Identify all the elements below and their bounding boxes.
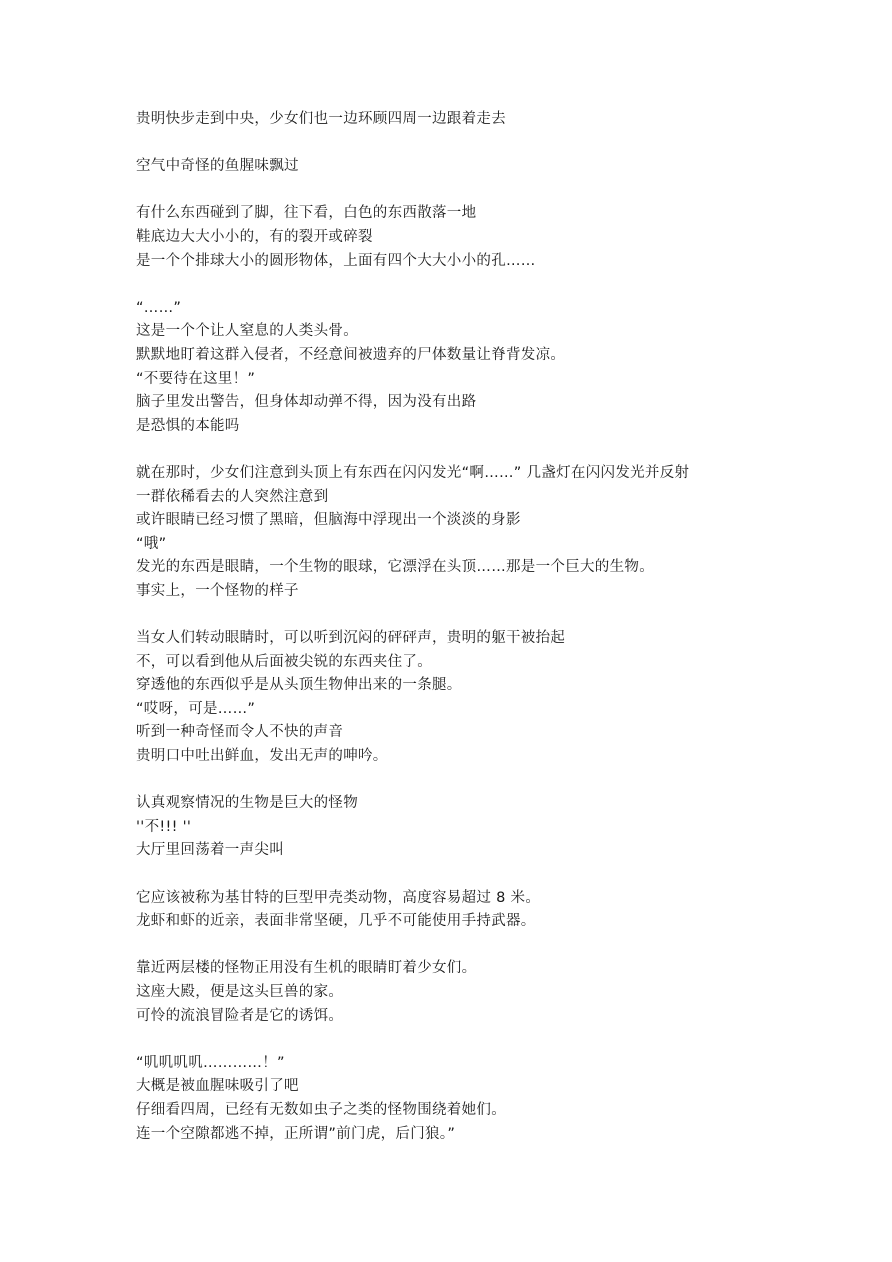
text-line: 可怜的流浪冒险者是它的诱饵。 xyxy=(136,1007,344,1024)
paragraph-gap xyxy=(136,273,836,297)
text-line: 不，可以看到他从后面被尖锐的东西夹住了。 xyxy=(136,653,432,670)
text-line: 当女人们转动眼睛时，可以听到沉闷的砰砰声，贵明的躯干被抬起 xyxy=(136,630,566,647)
paragraph-gap xyxy=(136,179,836,203)
text-line: 它应该被称为基甘特的巨型甲壳类动物，高度容易超过 8 米。 xyxy=(136,889,541,906)
text-line: 脑子里发出警告，但身体却动弹不得，因为没有出路 xyxy=(136,394,477,411)
text-line: 大概是被血腥味吸引了吧 xyxy=(136,1078,299,1095)
text-line: 发光的东西是眼睛，一个生物的眼球，它漂浮在头顶……那是一个巨大的生物。 xyxy=(136,559,654,576)
paragraph-gap xyxy=(136,132,836,156)
text-line: 有什么东西碰到了脚，往下看，白色的东西散落一地 xyxy=(136,205,477,222)
text-line: 听到一种奇怪而令人不快的声音 xyxy=(136,724,344,741)
text-line: 这是一个个让人窒息的人类头骨。 xyxy=(136,323,358,340)
paragraph-gap xyxy=(136,863,836,887)
paragraph-gap xyxy=(136,934,836,958)
text-line: 大厅里回荡着一声尖叫 xyxy=(136,842,284,859)
text-line: 连一个空隙都逃不掉，正所谓”前门虎，后门狼。” xyxy=(136,1125,456,1142)
text-line: 穿透他的东西似乎是从头顶生物伸出来的一条腿。 xyxy=(136,677,462,694)
text-line: 贵明口中吐出鲜血，发出无声的呻吟。 xyxy=(136,748,388,765)
paragraph-9 xyxy=(136,957,836,1028)
paragraph-4 xyxy=(136,297,836,439)
text-line: 仔细看四周，已经有无数如虫子之类的怪物围绕着她们。 xyxy=(136,1101,506,1118)
text-line: 就在那时，少女们注意到头顶上有东西在闪闪发光“啊……” 几盏灯在闪闪发光并反射 xyxy=(136,464,690,481)
text-line: ''不!!! '' xyxy=(136,818,192,835)
text-line: “哦” xyxy=(136,535,167,552)
text-line: “叽叽叽叽…………！” xyxy=(136,1054,285,1071)
paragraph-7 xyxy=(136,792,836,863)
text-line: 认真观察情况的生物是巨大的怪物 xyxy=(136,795,358,812)
paragraph-3 xyxy=(136,202,836,273)
text-line: 一群依稀看去的人突然注意到 xyxy=(136,488,329,505)
story-text xyxy=(136,108,836,1146)
paragraph-gap xyxy=(136,603,836,627)
text-line: 或许眼睛已经习惯了黑暗，但脑海中浮现出一个淡淡的身影 xyxy=(136,512,521,529)
paragraph-6 xyxy=(136,627,836,769)
text-line: 默默地盯着这群入侵者，不经意间被遗弃的尸体数量让脊背发凉。 xyxy=(136,346,566,363)
paragraph-10 xyxy=(136,1052,836,1146)
text-line: 空气中奇怪的鱼腥味飘过 xyxy=(136,158,299,175)
paragraph-gap xyxy=(136,438,836,462)
paragraph-5 xyxy=(136,462,836,604)
paragraph-2 xyxy=(136,155,836,179)
text-line: 这座大殿，便是这头巨兽的家。 xyxy=(136,983,344,1000)
text-line: “哎呀，可是……” xyxy=(136,700,256,717)
text-line: 是恐惧的本能吗 xyxy=(136,417,240,434)
text-line: “不要待在这里！” xyxy=(136,370,256,387)
paragraph-gap xyxy=(136,1028,836,1052)
paragraph-8 xyxy=(136,887,836,934)
text-line: 靠近两层楼的怪物正用没有生机的眼睛盯着少女们。 xyxy=(136,960,477,977)
text-line: “……” xyxy=(136,299,182,316)
text-line: 贵明快步走到中央，少女们也一边环顾四周一边跟着走去 xyxy=(136,111,506,127)
paragraph-gap xyxy=(136,769,836,793)
text-line: 龙虾和虾的近亲，表面非常坚硬，几乎不可能使用手持武器。 xyxy=(136,913,536,930)
paragraph-1 xyxy=(136,108,836,132)
text-line: 事实上，一个怪物的样子 xyxy=(136,582,299,599)
text-line: 鞋底边大大小小的，有的裂开或碎裂 xyxy=(136,228,373,245)
text-line: 是一个个排球大小的圆形物体，上面有四个大大小小的孔…… xyxy=(136,252,536,269)
